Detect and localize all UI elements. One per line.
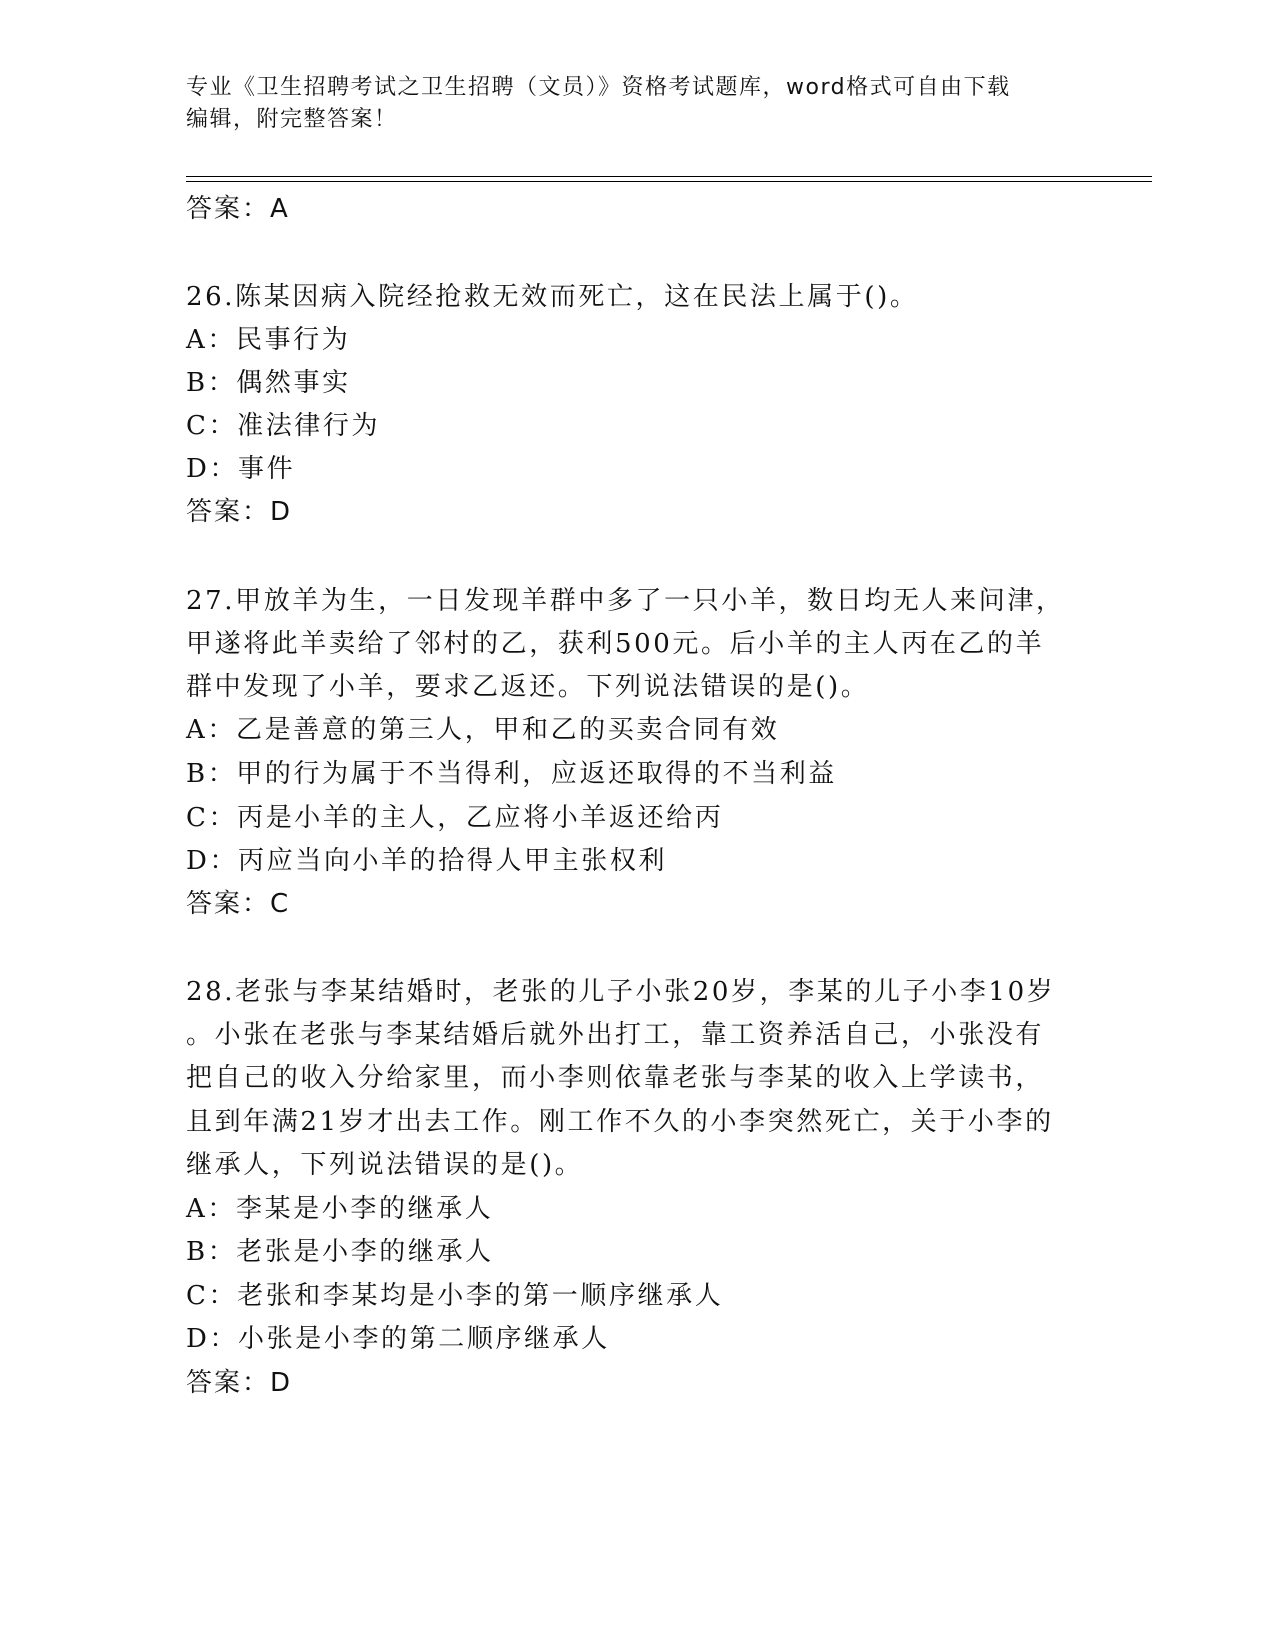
question-28-option-d: D：小张是小李的第二顺序继承人: [186, 1324, 610, 1354]
previous-answer: 答案：A: [186, 194, 290, 224]
question-28-text-line-2: 。小张在老张与李某结婚后就外出打工，靠工资养活自己，小张没有: [186, 1020, 1045, 1050]
question-27-option-d: D：丙应当向小羊的拾得人甲主张权利: [186, 846, 668, 876]
question-26-option-d: D：事件: [186, 454, 296, 484]
document-header: [186, 72, 1086, 136]
question-27-text-line-1: 27.甲放羊为生，一日发现羊群中多了一只小羊，数日均无人来问津，: [186, 586, 1065, 616]
question-28-text-line-1: 28.老张与李某结婚时，老张的儿子小张20岁，李某的儿子小李10岁: [186, 977, 1056, 1007]
header-divider-top: [186, 176, 1152, 177]
question-27-option-b: B：甲的行为属于不当得利，应返还取得的不当利益: [186, 759, 837, 789]
question-28-option-c: C：老张和李某均是小李的第一顺序继承人: [186, 1281, 724, 1311]
question-26-option-b: B：偶然事实: [186, 368, 351, 398]
header-divider-bottom: [186, 181, 1152, 182]
question-28-text-line-3: 把自己的收入分给家里，而小李则依靠老张与李某的收入上学读书，: [186, 1063, 1045, 1093]
question-27-answer: 答案：C: [186, 889, 291, 919]
header-line-1: 专业《卫生招聘考试之卫生招聘（文员）》资格考试题库，word格式可自由下载: [186, 75, 1011, 100]
question-28-option-a: A：李某是小李的继承人: [186, 1194, 494, 1224]
question-27-option-a: A：乙是善意的第三人，甲和乙的买卖合同有效: [186, 715, 780, 745]
question-26-option-c: C：准法律行为: [186, 411, 381, 441]
question-28-option-b: B：老张是小李的继承人: [186, 1237, 494, 1267]
question-27-option-c: C：丙是小羊的主人，乙应将小羊返还给丙: [186, 803, 724, 833]
question-26-answer: 答案：D: [186, 497, 293, 527]
question-27-text-line-2: 甲遂将此羊卖给了邻村的乙，获利500元。后小羊的主人丙在乙的羊: [186, 629, 1045, 659]
question-27-text-line-3: 群中发现了小羊，要求乙返还。下列说法错误的是()。: [186, 672, 870, 702]
question-28-text-line-4: 且到年满21岁才出去工作。刚工作不久的小李突然死亡，关于小李的: [186, 1107, 1054, 1137]
question-28-answer: 答案：D: [186, 1368, 293, 1398]
question-26-option-a: A：民事行为: [186, 325, 351, 355]
header-line-2: 编辑，附完整答案！: [186, 107, 398, 132]
question-28-text-line-5: 继承人，下列说法错误的是()。: [186, 1150, 584, 1180]
question-26-text: 26.陈某因病入院经抢救无效而死亡，这在民法上属于()。: [186, 282, 919, 312]
